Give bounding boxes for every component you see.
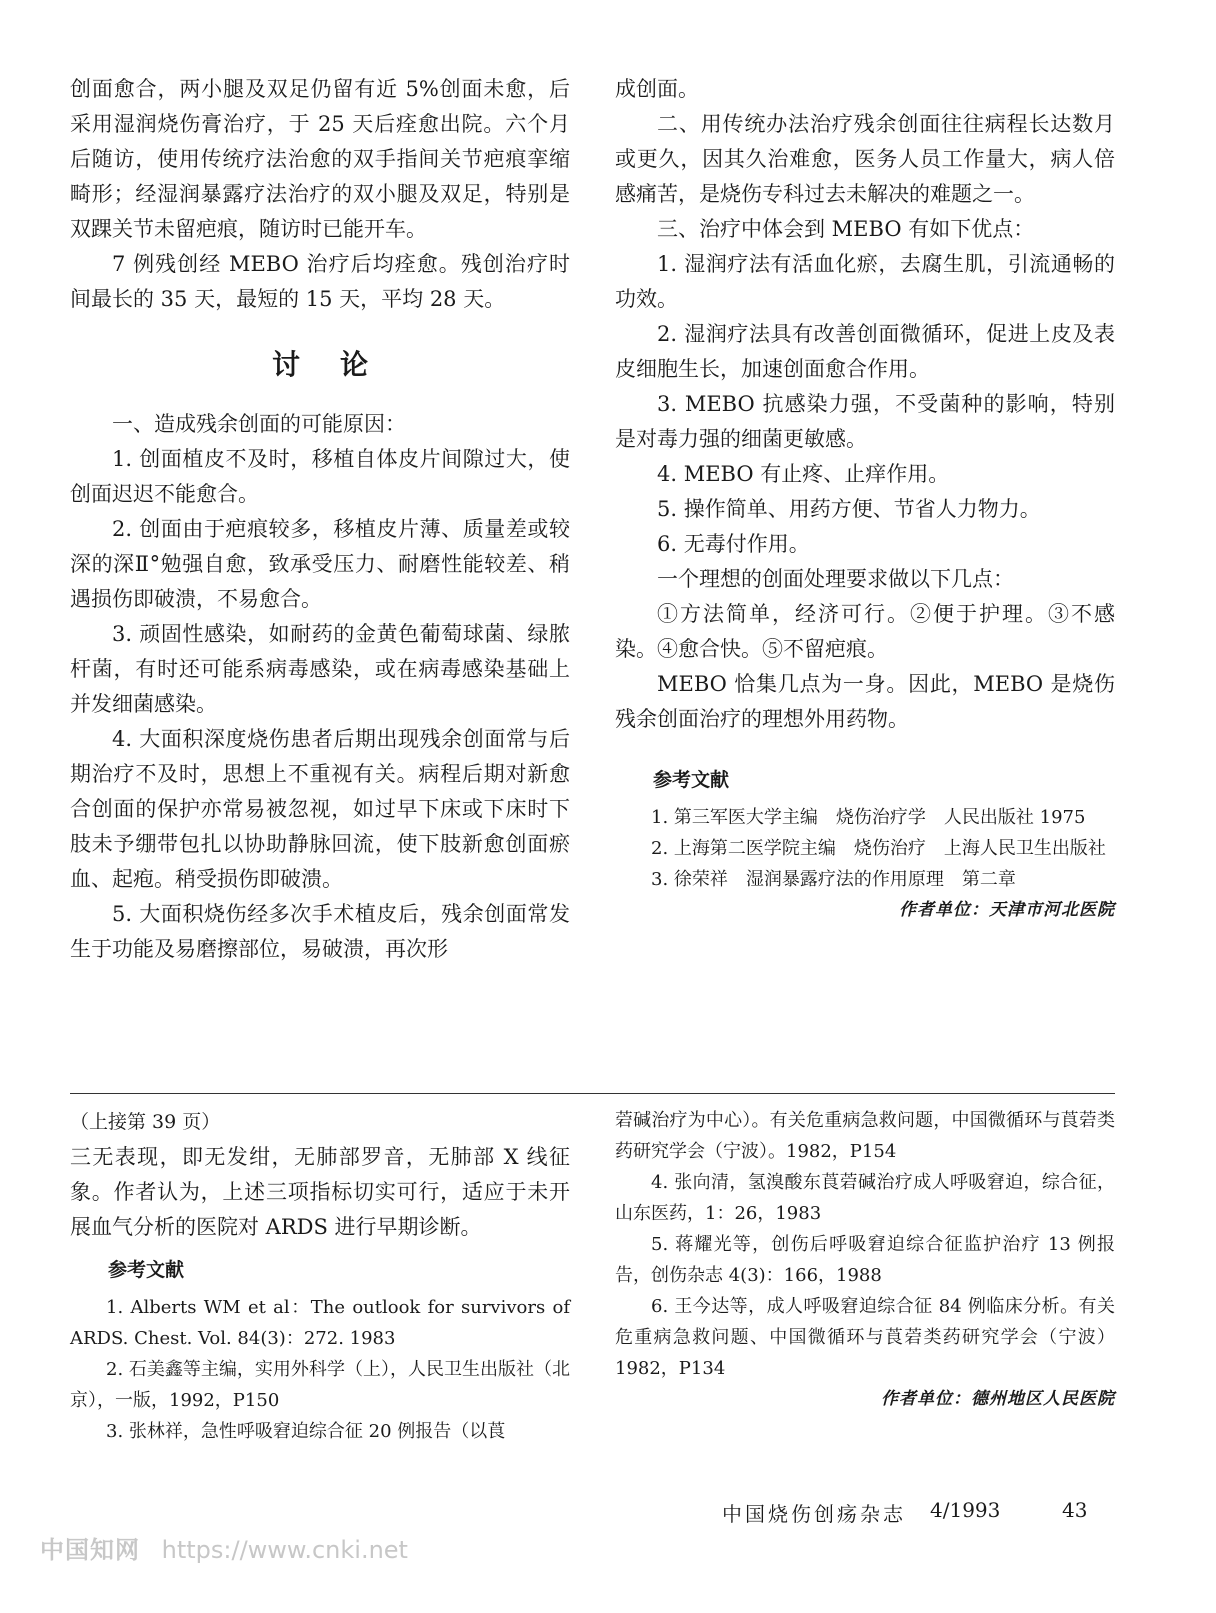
reference-item: 2. 石美鑫等主编，实用外科学（上），人民卫生出版社（北京），一版，1992，P150 [70, 1359, 570, 1411]
paragraph: 5. 操作简单、用药方便、节省人力物力。 [657, 497, 1041, 521]
paragraph: 三无表现，即无发绀，无肺部罗音，无肺部 X 线征象。作者认为，上述三项指标切实可行，适应于未开展血气分析的医院对 ARDS 进行早期诊断。 [70, 1145, 570, 1239]
paragraph: 三、治疗中体会到 MEBO 有如下优点： [657, 217, 1035, 241]
paragraph: 2. 创面由于疤痕较多，移植皮片薄、质量差或较深的深Ⅱ°勉强自愈，致承受压力、耐磨性能较差、稍遇损伤即破溃，不易愈合。 [70, 517, 570, 611]
page-number: 43 [1062, 1498, 1088, 1522]
reference-item: 4. 张向清，氢溴酸东莨菪碱治疗成人呼吸窘迫，综合征，山东医药，1：26，1983 [615, 1172, 1115, 1224]
paragraph: 3. 顽固性感染，如耐药的金黄色葡萄球菌、绿脓杆菌，有时还可能系病毒感染，或在病毒感染基础上并发细菌感染。 [70, 622, 570, 716]
paragraph: 二、用传统办法治疗残余创面往往病程长达数月或更久，因其久治难愈，医务人员工作量大，病人倍感痛苦，是烧伤专科过去未解决的难题之一。 [615, 112, 1115, 206]
paragraph: 创面愈合，两小腿及双足仍留有近 5%创面未愈，后采用湿润烧伤膏治疗，于 25 天后痊愈出院。六个月后随访，使用传统疗法治愈的双手指间关节疤痕挛缩畸形；经湿润暴露疗法治疗的双小腿及双足，特别是双踝关节未留疤痕，随访时已能开车。 [70, 77, 570, 241]
bottom-right-column [615, 1105, 1115, 1414]
reference-item: 1. Alberts WM et al：The outlook for survivors of ARDS. Chest. Vol. 84(3)：272. 1983 [70, 1297, 570, 1349]
paragraph: 7 例残创经 MEBO 治疗后均痊愈。残创治疗时间最长的 35 天，最短的 15 天，平均 28 天。 [70, 252, 570, 311]
reference-item: 3. 张林祥，急性呼吸窘迫综合征 20 例报告（以莨 [106, 1421, 506, 1442]
top-right-column [615, 72, 1115, 925]
watermark-url: https://www.cnki.net [161, 1536, 408, 1564]
reference-item: 5. 蒋耀光等，创伤后呼吸窘迫综合征监护治疗 13 例报告，创伤杂志 4(3)：166，1988 [615, 1234, 1115, 1286]
paragraph: 4. MEBO 有止疼、止痒作用。 [657, 462, 950, 486]
references-title: 参考文献 [108, 1259, 185, 1281]
paragraph: 成创面。 [615, 77, 699, 101]
journal-name: 中国烧伤创疡杂志 [722, 1502, 906, 1526]
reference-item: 3. 徐荣祥 湿润暴露疗法的作用原理 第二章 [651, 869, 1016, 890]
paragraph: 5. 大面积烧伤经多次手术植皮后，残余创面常发生于功能及易磨擦部位，易破溃，再次形 [70, 902, 570, 961]
reference-item: 2. 上海第二医学院主编 烧伤治疗 上海人民卫生出版社 [651, 838, 1106, 859]
paragraph: 1. 创面植皮不及时，移植自体皮片间隙过大，使创面迟迟不能愈合。 [70, 447, 570, 506]
author-affiliation: 作者单位：天津市河北医院 [899, 900, 1115, 920]
paragraph: 6. 无毒付作用。 [657, 532, 810, 556]
top-left-column [70, 72, 570, 967]
reference-item: 6. 王今达等，成人呼吸窘迫综合征 84 例临床分析。有关危重病急救问题、中国微循环与莨菪类药研究学会（宁波）1982，P134 [615, 1296, 1115, 1379]
continued-note: （上接第 39 页） [70, 1111, 221, 1133]
section-divider [70, 1093, 1115, 1094]
paragraph: MEBO 恰集几点为一身。因此，MEBO 是烧伤残余创面治疗的理想外用药物。 [615, 672, 1115, 731]
paragraph: ①方法简单，经济可行。②便于护理。③不感染。④愈合快。⑤不留疤痕。 [615, 602, 1115, 661]
references-title: 参考文献 [653, 769, 730, 791]
paragraph: 1. 湿润疗法有活血化瘀，去腐生肌，引流通畅的功效。 [615, 252, 1115, 311]
watermark-logo: 中国知网 [40, 1536, 140, 1564]
reference-item: 菪碱治疗为中心）。有关危重病急救问题，中国微循环与莨菪类药研究学会（宁波）。1982，P154 [615, 1110, 1115, 1162]
reference-item: 1. 第三军医大学主编 烧伤治疗学 人民出版社 1975 [651, 807, 1086, 828]
author-affiliation: 作者单位：德州地区人民医院 [881, 1389, 1115, 1409]
paragraph: 一、造成残余创面的可能原因： [112, 412, 406, 436]
watermark [40, 1530, 408, 1565]
section-heading: 讨论 [271, 348, 408, 381]
paragraph: 2. 湿润疗法具有改善创面微循环，促进上皮及表皮细胞生长，加速创面愈合作用。 [615, 322, 1115, 381]
bottom-left-column [70, 1105, 570, 1447]
paragraph: 4. 大面积深度烧伤患者后期出现残余创面常与后期治疗不及时，思想上不重视有关。病程后期对新愈合创面的保护亦常易被忽视，如过早下床或下床时下肢未予绷带包扎以协助静脉回流，使下肢新愈创面瘀血、起疱。稍受损伤即破溃。 [70, 727, 570, 891]
journal-issue: 4/1993 [930, 1498, 1001, 1522]
paragraph: 3. MEBO 抗感染力强，不受菌种的影响，特别是对毒力强的细菌更敏感。 [615, 392, 1115, 451]
paragraph: 一个理想的创面处理要求做以下几点： [657, 567, 1014, 591]
